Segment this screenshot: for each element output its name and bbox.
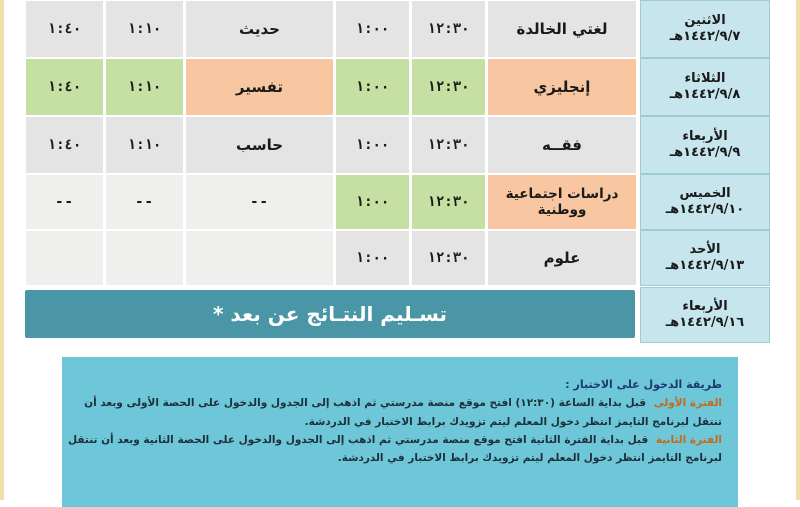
subject-cell: دراسات اجتماعية ووطنية	[487, 174, 637, 230]
subject2-cell: تفسير	[185, 58, 334, 116]
duration-cell: ١:٠٠	[335, 116, 410, 174]
start-time-cell: ١٢:٣٠	[411, 0, 486, 58]
subject-cell: إنجليزي	[487, 58, 637, 116]
period2-text1: قبل بداية الفترة الثانية افتح موقع منصة مدرستي ثم اذهب إلى الجدول والدخول على الحصة الثانية وبعد أن تنتقل	[67, 434, 649, 446]
day-date: ١٤٤٢/٩/١٣هـ	[665, 258, 745, 273]
start-time-cell: ١٢:٣٠	[411, 116, 486, 174]
break-cell	[105, 230, 184, 286]
instructions-box	[62, 357, 738, 507]
subject2-cell: حديث	[185, 0, 334, 58]
day-date: ١٤٤٢/٩/٧هـ	[669, 29, 741, 44]
end-cell: ١:٤٠	[25, 116, 104, 174]
duration-cell: ١:٠٠	[335, 58, 410, 116]
subject2-cell	[185, 230, 334, 286]
day-date: ١٤٤٢/٩/١٦هـ	[665, 315, 745, 330]
duration-cell: ١:٠٠	[335, 174, 410, 230]
results-delivery-banner: * تسـليم النتـائج عن بعد	[25, 290, 635, 338]
day-name: الأربعاء	[682, 128, 728, 144]
day-name: الخميس	[679, 185, 731, 201]
subject-cell: علوم	[487, 230, 637, 286]
period1-text1: قبل بداية الساعة (١٢:٣٠) افتح موقع منصة مدرستي ثم اذهب إلى الجدول والدخول على الحصة الأولى وبعد أن	[84, 397, 647, 410]
period2-line1	[67, 431, 722, 449]
day-name: الاثنين	[684, 12, 726, 28]
duration-cell: ١:٠٠	[335, 0, 410, 58]
end-cell: --	[25, 174, 104, 230]
day-date: ١٤٤٢/٩/٨هـ	[669, 87, 741, 102]
subject2-cell: حاسب	[185, 116, 334, 174]
day-cell	[640, 174, 770, 230]
start-time-cell: ١٢:٣٠	[411, 174, 486, 230]
break-cell: ١:١٠	[105, 58, 184, 116]
period2-label: الفترة الثانية	[655, 434, 722, 446]
day-date: ١٤٤٢/٩/١٠هـ	[665, 202, 745, 217]
period1-line2: تنتقل لبرنامج التايمز انتظر دخول المعلم ليتم تزويدك برابط الاختبار في الدردشة.	[304, 415, 722, 428]
period2-line2: لبرنامج التايمز انتظر دخول المعلم ليتم تزويدك برابط الاختبار في الدردشة.	[337, 452, 722, 465]
start-time-cell: ١٢:٣٠	[411, 58, 486, 116]
period1-line1	[78, 394, 722, 412]
break-cell: --	[105, 174, 184, 230]
subject-cell: فقــه	[487, 116, 637, 174]
end-cell	[25, 230, 104, 286]
day-cell	[640, 58, 770, 116]
day-name: الثلاثاء	[684, 70, 726, 86]
day-name: الأربعاء	[682, 298, 728, 314]
day-name: الأحد	[689, 241, 721, 257]
subject-cell: لغتي الخالدة	[487, 0, 637, 58]
subject2-cell: --	[185, 174, 334, 230]
duration-cell: ١:٠٠	[335, 230, 410, 286]
start-time-cell: ١٢:٣٠	[411, 230, 486, 286]
end-cell: ١:٤٠	[25, 0, 104, 58]
day-cell	[640, 287, 770, 343]
period1-label: الفترة الأولى	[653, 397, 722, 410]
day-cell	[640, 230, 770, 286]
end-cell: ١:٤٠	[25, 58, 104, 116]
break-cell: ١:١٠	[105, 0, 184, 58]
break-cell: ١:١٠	[105, 116, 184, 174]
instructions-title: طريقة الدخول على الاختبار :	[565, 378, 722, 391]
day-cell	[640, 116, 770, 174]
day-cell	[640, 0, 770, 58]
day-date: ١٤٤٢/٩/٩هـ	[669, 145, 741, 160]
